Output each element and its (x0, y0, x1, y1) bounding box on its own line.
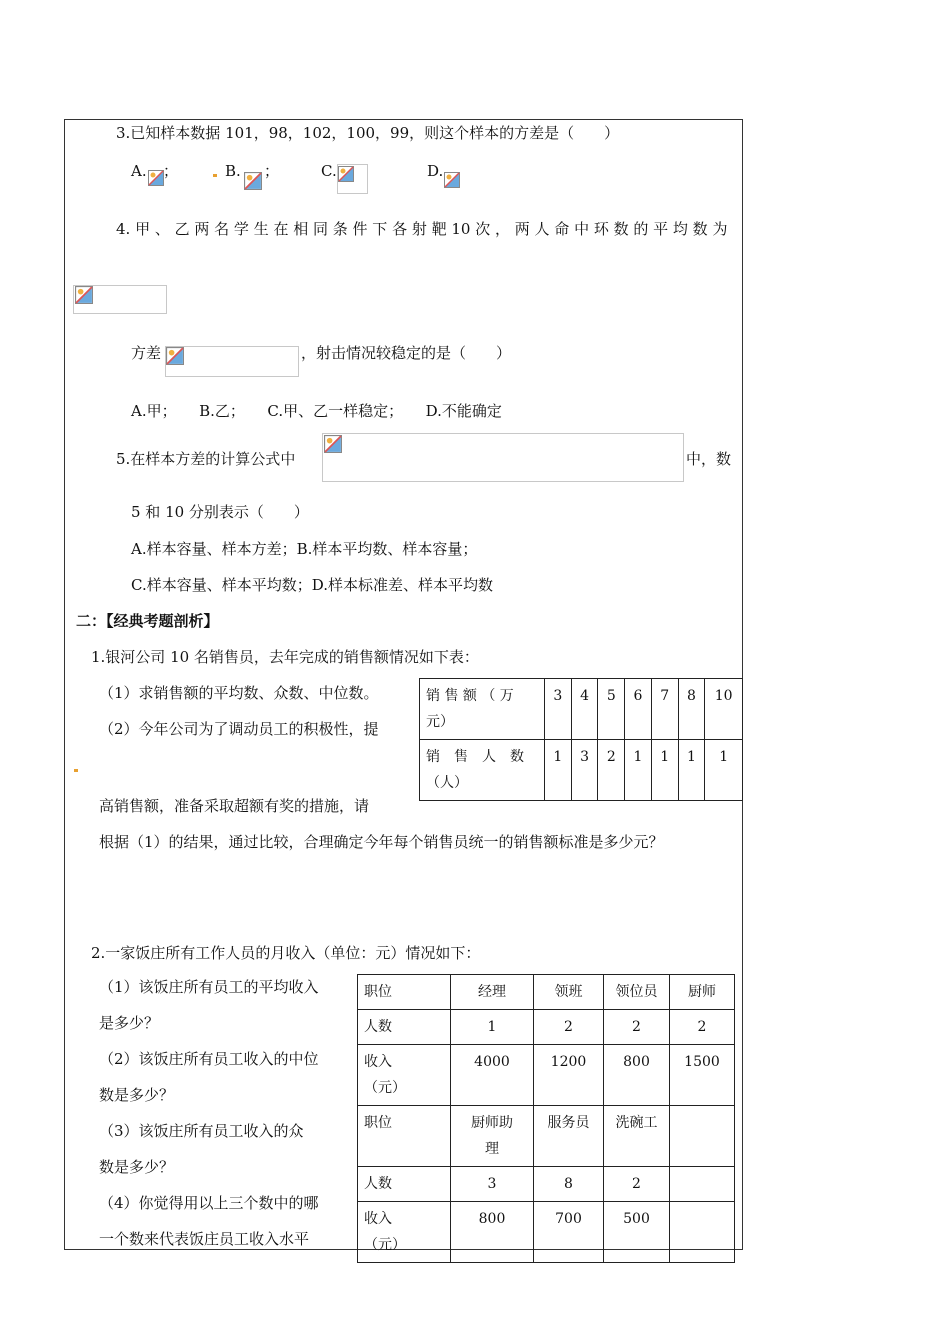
image-placeholder-icon (148, 170, 164, 186)
table-header: 人数 (358, 1167, 451, 1202)
table-cell: 厨师 (670, 975, 735, 1010)
image-placeholder-icon (324, 435, 342, 453)
table-cell: 4000 (451, 1045, 534, 1106)
table-header: 收入 （元） (358, 1045, 451, 1106)
p1-q1: （1）求销售额的平均数、众数、中位数。 (99, 684, 379, 702)
image-placeholder-icon (75, 286, 93, 304)
p2-line: 是多少？ (99, 1014, 160, 1032)
table-cell: 1 (545, 740, 572, 801)
table-cell: 800 (604, 1045, 670, 1106)
q3-option-d: D. (427, 162, 444, 180)
q3-option-c: C. (321, 162, 337, 180)
table-row-label: 销 售 额 （ 万 元） (420, 679, 545, 740)
table-cell: 1 (651, 740, 678, 801)
q4-options: A.甲； B.乙； C.甲、乙一样稳定； D.不能确定 (131, 402, 502, 420)
table-cell: 2 (598, 740, 625, 801)
q3-option-a: A. (131, 162, 147, 180)
q5-line2: 5 和 10 分别表示（ ） (131, 503, 309, 521)
table-cell: 8 (534, 1167, 604, 1202)
q3-option-b: B. (225, 162, 241, 180)
image-placeholder-icon (338, 166, 354, 182)
p2-line: 数是多少？ (99, 1158, 175, 1176)
formula-box (165, 346, 299, 377)
table-cell: 3 (545, 679, 572, 740)
image-placeholder-icon (166, 347, 184, 365)
stray-mark (74, 769, 78, 772)
p1-q2b: 高销售额，准备采取超额有奖的措施，请 (99, 797, 370, 815)
table-header: 职位 (358, 1106, 451, 1167)
table-cell: 1200 (534, 1045, 604, 1106)
table-cell: 6 (625, 679, 652, 740)
p2-intro: 2.一家饭庄所有工作人员的月收入（单位：元）情况如下： (91, 944, 481, 962)
table-cell: 10 (705, 679, 743, 740)
q5-prefix: 5.在样本方差的计算公式中 (116, 450, 296, 468)
p1-q2a: （2）今年公司为了调动员工的积极性，提 (99, 720, 379, 738)
table-cell: 1 (625, 740, 652, 801)
table-cell: 4 (571, 679, 598, 740)
table-cell: 3 (571, 740, 598, 801)
p2-line: （3）该饭庄所有员工收入的众 (99, 1122, 304, 1140)
table-cell: 服务员 (534, 1106, 604, 1167)
table-cell (670, 1202, 735, 1263)
p2-line: （1）该饭庄所有员工的平均收入 (99, 978, 319, 996)
table-cell: 3 (451, 1167, 534, 1202)
table-cell: 经理 (451, 975, 534, 1010)
q4-variance-prefix: 方差 (131, 344, 162, 362)
income-table (357, 974, 735, 1263)
table-cell: 2 (604, 1167, 670, 1202)
p1-intro: 1.银河公司 10 名销售员，去年完成的销售额情况如下表： (91, 648, 479, 666)
table-cell: 700 (534, 1202, 604, 1263)
q4-line1: 4. 甲 、 乙 两 名 学 生 在 相 同 条 件 下 各 射 靶 10 次 ， 两 人 命 中 环 数 的 平 均 数 为 (116, 220, 728, 238)
table-cell: 500 (604, 1202, 670, 1263)
formula-box (322, 433, 684, 482)
p2-line: （4）你觉得用以上三个数中的哪 (99, 1194, 319, 1212)
table-cell: 领班 (534, 975, 604, 1010)
table-cell: 5 (598, 679, 625, 740)
table-header: 收入 （元） (358, 1202, 451, 1263)
image-placeholder-icon (243, 172, 263, 190)
table-cell: 1 (451, 1010, 534, 1045)
table-cell (670, 1106, 735, 1167)
table-cell: 领位员 (604, 975, 670, 1010)
q5-options-cd: C.样本容量、样本平均数；D.样本标准差、样本平均数 (131, 576, 493, 594)
p2-line: 数是多少？ (99, 1086, 175, 1104)
section-title: 二：【经典考题剖析】 (76, 612, 219, 630)
table-cell: 2 (534, 1010, 604, 1045)
q4-variance-suffix: ，射击情况较稳定的是（ ） (301, 344, 512, 362)
table-cell: 厨师助 理 (451, 1106, 534, 1167)
table-cell: 2 (604, 1010, 670, 1045)
p2-line: 一个数来代表饭庄员工收入水平 (99, 1230, 310, 1248)
table-cell: 1 (705, 740, 743, 801)
q5-options-ab: A.样本容量、样本方差；B.样本平均数、样本容量； (131, 540, 478, 558)
table-cell: 7 (651, 679, 678, 740)
table-cell (670, 1167, 735, 1202)
q5-suffix: 中，数 (686, 450, 732, 468)
table-row-label: 销 售 人 数 （人） (420, 740, 545, 801)
table-cell: 2 (670, 1010, 735, 1045)
p1-q2c: 根据（1）的结果，通过比较，合理确定今年每个销售员统一的销售额标准是多少元？ (99, 833, 664, 851)
sales-table (419, 678, 743, 801)
table-cell: 1500 (670, 1045, 735, 1106)
table-cell: 1 (678, 740, 705, 801)
table-header: 人数 (358, 1010, 451, 1045)
table-cell: 8 (678, 679, 705, 740)
table-cell: 洗碗工 (604, 1106, 670, 1167)
table-header: 职位 (358, 975, 451, 1010)
p2-line: （2）该饭庄所有员工收入的中位 (99, 1050, 319, 1068)
image-placeholder-icon (444, 172, 460, 188)
q3-text: 3.已知样本数据 101，98，102，100，99，则这个样本的方差是（ ） (116, 124, 620, 142)
table-cell: 800 (451, 1202, 534, 1263)
stray-mark (213, 174, 217, 177)
